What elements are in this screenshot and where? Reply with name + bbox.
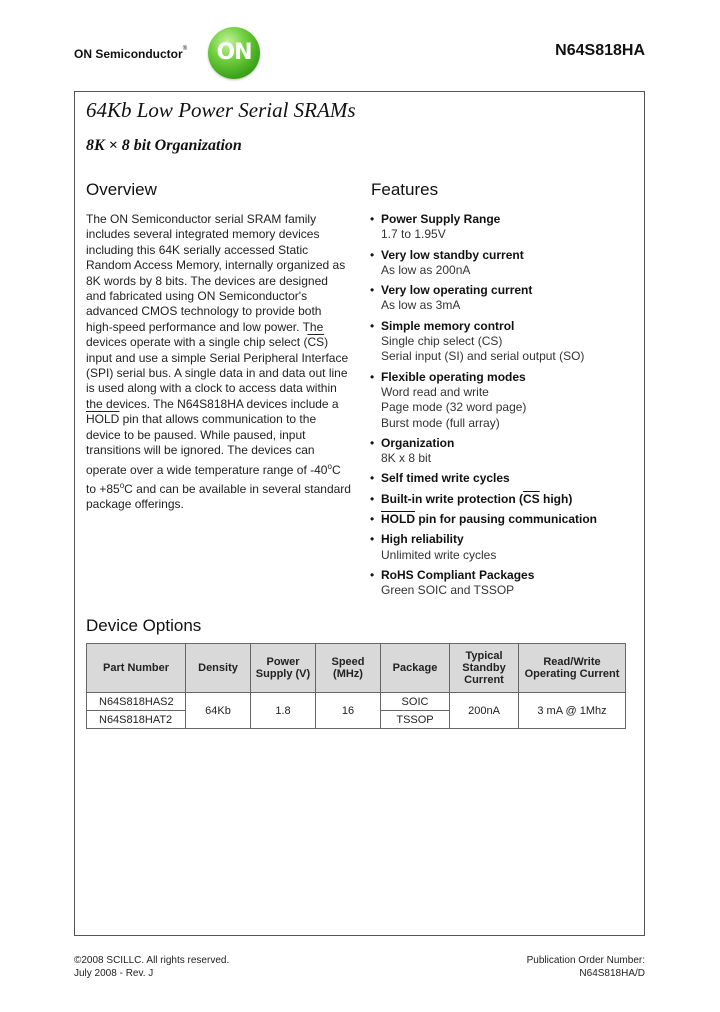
document-subtitle: 8K × 8 bit Organization <box>86 137 242 154</box>
feature-item: • Simple memory control Single chip select (CS) Serial input (SI) and serial output (SO) <box>370 319 640 365</box>
feature-item: • Very low operating current As low as 3mA <box>370 283 640 314</box>
col-part-number: Part Number <box>87 644 186 693</box>
device-options-heading: Device Options <box>86 616 202 635</box>
feature-item: • High reliability Unlimited write cycles <box>370 532 640 563</box>
feature-item: • Self timed write cycles <box>370 471 640 486</box>
cell-package: TSSOP <box>381 711 450 729</box>
col-speed: Speed (MHz) <box>316 644 381 693</box>
on-semiconductor-logo <box>208 27 260 79</box>
header-part-number: N64S818HA <box>555 42 645 59</box>
footer-publication-block <box>527 954 645 980</box>
copyright-text: ©2008 SCILLC. All rights reserved. <box>74 955 230 966</box>
cell-standby-current: 200nA <box>450 693 519 729</box>
revision-text: July 2008 - Rev. J <box>74 968 154 979</box>
overview-heading: Overview <box>86 180 157 199</box>
publication-label: Publication Order Number: <box>526 955 645 966</box>
device-options-table <box>86 643 626 729</box>
col-standby-current: Typical Standby Current <box>450 644 519 693</box>
cell-speed: 16 <box>316 693 381 729</box>
feature-item: • Flexible operating modes Word read and write Page mode (32 word page) Burst mode (full array) <box>370 370 640 431</box>
cell-part-number: N64S818HAT2 <box>87 711 186 729</box>
table-row <box>87 693 626 711</box>
features-list <box>370 212 640 604</box>
col-density: Density <box>186 644 251 693</box>
cell-density: 64Kb <box>186 693 251 729</box>
feature-item: • Very low standby current As low as 200nA <box>370 248 640 279</box>
col-power-supply: Power Supply (V) <box>251 644 316 693</box>
overview-paragraph: The ON Semiconductor serial SRAM family includes several integrated memory devices including this 64K serially accessed Static Random Access Memory, internally organized as 8K words by 8 bits. The devices are designed and fabricated using ON Semiconductor's advanced CMOS technology to provide both high-speed performance and low power. The devices operate with a single chip select $(\overline{CS})$ input and use a simple Serial Peripheral Interface (SPI) serial bus. A single data in and data out line is used along with a clock to access data within the devices. The N64S818HA devices include a HOLD pin that allows communication to the device to be paused. While paused, input transitions will be ignored. The devices can operate over a wide temperature range of -40$^o$C to $+85^oC$ and can be available in several standard package offerings. <box>86 212 351 512</box>
cell-operating-current: 3 mA @ 1Mhz <box>519 693 626 729</box>
table-header-row <box>87 644 626 693</box>
footer-copyright-block <box>74 954 229 980</box>
document-title: 64Kb Low Power Serial SRAMs <box>86 98 356 122</box>
features-heading: Features <box>371 180 439 199</box>
cell-power-supply: 1.8 <box>251 693 316 729</box>
feature-item: • Organization 8K x 8 bit <box>370 436 640 467</box>
cell-package: SOIC <box>381 693 450 711</box>
feature-item: • HOLD pin for pausing communication <box>370 512 640 527</box>
cell-part-number: N64S818HAS2 <box>87 693 186 711</box>
publication-number: N64S818HA/D <box>579 968 645 979</box>
col-operating-current: Read/Write Operating Current <box>519 644 626 693</box>
feature-item: • Built-in write protection ($\overline{CS}$ high) <box>370 492 640 507</box>
col-package: Package <box>381 644 450 693</box>
brand-name: ON Semiconductor® <box>74 46 188 61</box>
feature-item: • Power Supply Range 1.7 to 1.95V <box>370 212 640 243</box>
logo-text: ON <box>216 40 252 65</box>
feature-item: • RoHS Compliant Packages Green SOIC and TSSOP <box>370 568 640 599</box>
